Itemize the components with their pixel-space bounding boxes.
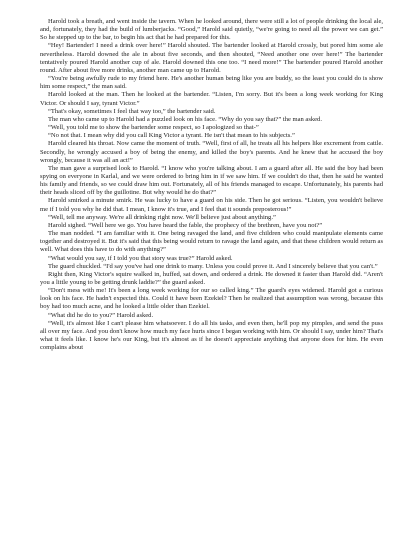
paragraph: Harold took a breath, and went inside the tavern. When he looked around, there were still a lot of people drinking the local ale, and, fortunately, they had the build of lumberjacks. “Good,” Harold said quietly, “we're going to need all the power we can get.” So he stepped up to the bar, to begin his act that he had prepared for this.: [40, 18, 383, 42]
paragraph: The man gave a surprised look to Harold. “I know who you're talking about. I am a guard after all. He said the boy had been spying on everyone in Karlal, and we were ordered to bring him in if we saw him. If we couldn't do that, then he said he wanted his family and friends, so we could draw him out. Fortunately, all of his friends managed to escape. Unfortunately, his parents had their heads sliced off by the guillotine. But why would he do that?”: [40, 164, 383, 197]
paragraph: Right then, King Victor's squire walked in, huffed, sat down, and ordered a drink. He downed it faster than Harold did. “Aren't you a little young to be getting drunk laddie?” the guard asked.: [40, 270, 383, 286]
document-page: [40, 18, 383, 352]
paragraph: “Well, you told me to show the bartender some respect, so I apologized so that-”: [48, 124, 259, 132]
paragraph: “Hey! Bartender! I need a drink over here!” Harold shouted. The bartender looked at Harold crossly, but pored him some ale nevertheless. Harold downed the ale in about five seconds, and then shouted, “Need another one over here!” The bartender tentatively poured Harold another cup of ale. Harold downed this one too. “I need more!” The bartender poured Harold another round. After about five more drinks, another man came up to Harold.: [40, 42, 383, 74]
paragraph: The man nodded. “I am familiar with it. One being ravaged the land, and five children who could manipulate elements came together and destroyed it. But it's said that this being would return to ravage the land again, and that these children would return as well. What does this have to do with anything?”: [40, 230, 383, 254]
paragraph: “Well, it's almost like I can't please him whatsoever. I do all his tasks, and even then, he'll pop my pimples, and send the puss all over my face. And you don't know how much my face hurts since I began working with him. Or should I say, under him? That's what it feels like. I know he's our King, but it's almost as if he doesn't appreciate anything that anyone does for him. He even complains about: [40, 319, 383, 352]
paragraph: Harold smirked a minute smirk. He was lucky to have a guard on his side. Then he got serious. “Listen, you wouldn't believe me if I told you why he did that. I mean, I know it's true, and I feel that it sounds preposterous!”: [40, 197, 383, 213]
paragraph: Harold cleared his throat. Now came the moment of truth. “Well, first of all, he treats all his helpers like excrement from cattle. Secondly, he wrongly accused a boy of being the enemy, and killed the boy's parents. And he knew that he accused the boy wrongly, because it was all an act!”: [40, 140, 383, 164]
paragraph: “What did he do to you?” Harold asked.: [48, 311, 154, 319]
paragraph: “What would you say, if I told you that story was true?” Harold asked.: [48, 254, 233, 262]
paragraph: The man who came up to Harold had a puzzled look on his face. “Why do you say that?” the man asked.: [48, 115, 322, 123]
paragraph: “That's okay, sometimes I feel that way too,” the bartender said.: [48, 107, 216, 115]
paragraph: “Don't mess with me! It's been a long week working for our so called king.” The guard's eyes widened. Harold got a curious look on his face. He hadn't expected this. Could it have been Ezekiel? Then he realized that assumption was wrong, because this boy had too much acne, and he looked a little older than Ezekiel.: [40, 287, 383, 311]
paragraph: The guard chuckled. “I'd say you've had one drink to many. Unless you could prove it. And I sincerely believe that you can't.”: [48, 262, 378, 270]
paragraph: “Well, tell me anyway. We're all drinking right now. We'll believe just about anything.”: [48, 213, 276, 221]
paragraph: Harold looked at the man. Then he looked at the bartender. “Listen, I'm sorry. But it's been a long week working for King Victor. Or should I say, tyrant Victor.”: [40, 91, 383, 107]
paragraph: Harold sighed. “Well here we go. You have heard the fable, the prophecy of the brethren, have you not?”: [48, 221, 323, 229]
paragraph: “No not that. I mean why did you call King Victor a tyrant. He isn't that mean to his subjects.”: [48, 132, 295, 140]
paragraph: “You're being awfully rude to my friend here. He's another human being like you are buddy, so the least you could do is show him some respect,” the man said.: [40, 75, 383, 91]
